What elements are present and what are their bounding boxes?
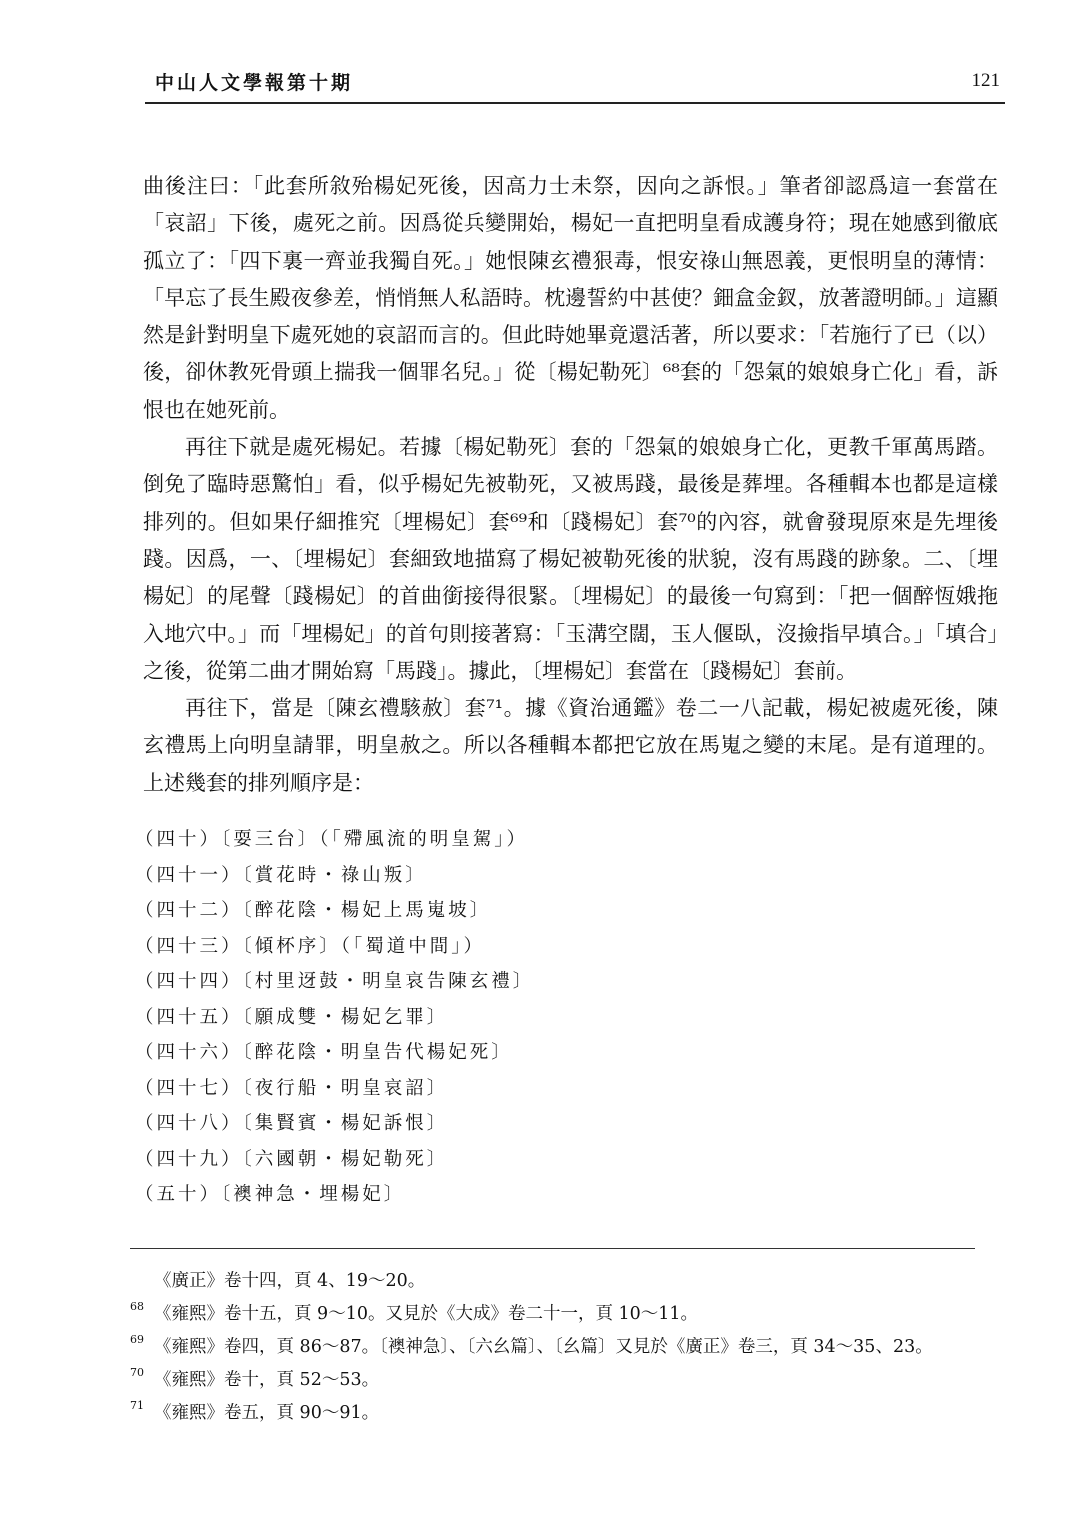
list-item: （五十）〔襖神急・埋楊妃〕 (135, 1184, 406, 1205)
footnote-text: 《廣正》卷十四，頁 4、19～20。 (154, 1271, 426, 1291)
footnote-number: 69 (130, 1333, 144, 1346)
footnote-text: 《雍熙》卷十，頁 52～53。 (154, 1370, 380, 1390)
header-rule (145, 102, 1005, 104)
list-item: （四十七）〔夜行船・明皇哀詔〕 (135, 1077, 449, 1099)
paragraph: 再往下，當是〔陳玄禮駭赦〕套⁷¹。據《資治通鑑》卷二一八記載，楊妃被處死後，陳玄禮馬上向明皇請罪，明皇赦之。所以各種輯本都把它放在馬嵬之變的末尾。是有道理的。上述幾套的排列順序是： (143, 696, 998, 795)
list-item: （四十二）〔醉花陰・楊妃上馬嵬坡〕 (135, 900, 492, 921)
list-item: （四十八）〔集賢賓・楊妃訴恨〕 (135, 1113, 449, 1134)
footnote-number: 71 (130, 1399, 144, 1412)
footnote-text: 《雍熙》卷五，頁 90～91。 (154, 1403, 380, 1423)
suite-order-list (135, 822, 835, 1213)
page-number: 121 (971, 70, 1000, 91)
footnotes (130, 1265, 980, 1430)
footnote-number: 68 (130, 1300, 144, 1313)
journal-title: 中山人文學報第十期 (155, 72, 354, 94)
paragraph: 曲後注曰：「此套所敘殆楊妃死後，因高力士未祭，因向之訴恨。」筆者卻認爲這一套當在「哀詔」下後，處死之前。因爲從兵變開始，楊妃一直把明皇看成護身符；現在她感到徹底孤立了：「四下裏一齊並我獨自死。」她恨陳玄禮狠毒，恨安祿山無恩義，更恨明皇的薄情：「早忘了長生殿夜參差，悄悄無人私語時。枕邊誓約中甚使？鈿盒金釵，放著證明師。」這顯然是針對明皇下處死她的哀詔而言的。但此時她畢竟還活著，所以要求：「若施行了已（以）後，卻休教死骨頭上揣我一個罪名兒。」從〔楊妃勒死〕⁶⁸套的「怨氣的娘娘身亡化」看，訴恨也在她死前。 (143, 174, 998, 422)
footnote-rule (130, 1248, 975, 1249)
list-item: （四十一）〔賞花時・祿山叛〕 (135, 864, 427, 886)
footnote-text: 《雍熙》卷十五，頁 9～10。又見於《大成》卷二十一，頁 10～11。 (154, 1304, 699, 1324)
list-item: （四十六）〔醉花陰・明皇告代楊妃死〕 (135, 1042, 513, 1063)
list-item: （四十四）〔村里迓鼓・明皇哀告陳玄禮〕 (135, 971, 535, 992)
footnote (130, 1397, 980, 1430)
list-item: （四十五）〔願成雙・楊妃乞罪〕 (135, 1006, 449, 1028)
body-text (143, 168, 998, 802)
footnote-text: 《雍熙》卷四，頁 86～87。〔襖神急〕、〔六幺篇〕、〔幺篇〕又見於《廣正》卷三，頁 34～35、23。 (154, 1337, 933, 1357)
running-header (155, 68, 1000, 102)
footnote (130, 1265, 980, 1298)
footnote (130, 1331, 980, 1364)
list-item: （四十九）〔六國朝・楊妃勒死〕 (135, 1148, 449, 1170)
footnote-number: 70 (130, 1366, 144, 1379)
list-item: （四十三）〔傾杯序〕（「蜀道中間」） (135, 935, 486, 957)
footnote (130, 1298, 980, 1331)
footnote (130, 1364, 980, 1397)
paragraph: 再往下就是處死楊妃。若據〔楊妃勒死〕套的「怨氣的娘娘身亡化，更教千軍萬馬踏。倒免了臨時惡驚怕」看，似乎楊妃先被勒死，又被馬踐，最後是葬埋。各種輯本也都是這樣排列的。但如果仔細推究〔埋楊妃〕套⁶⁹和〔踐楊妃〕套⁷⁰的內容，就會發現原來是先埋後踐。因爲，一、〔埋楊妃〕套細致地描寫了楊妃被勒死後的狀貌，沒有馬踐的跡象。二、〔埋楊妃〕的尾聲〔踐楊妃〕的首曲銜接得很緊。〔埋楊妃〕的最後一句寫到：「把一個醉恆娥拖入地穴中。」而「埋楊妃」的首句則接著寫：「玉溝空闊，玉人偃臥，沒撿指早填合。」「填合」之後，從第二曲才開始寫「馬踐」。據此，〔埋楊妃〕套當在〔踐楊妃〕套前。 (143, 435, 998, 683)
list-item: （四十）〔耍三台〕（「殢風流的明皇駕」） (135, 829, 529, 850)
